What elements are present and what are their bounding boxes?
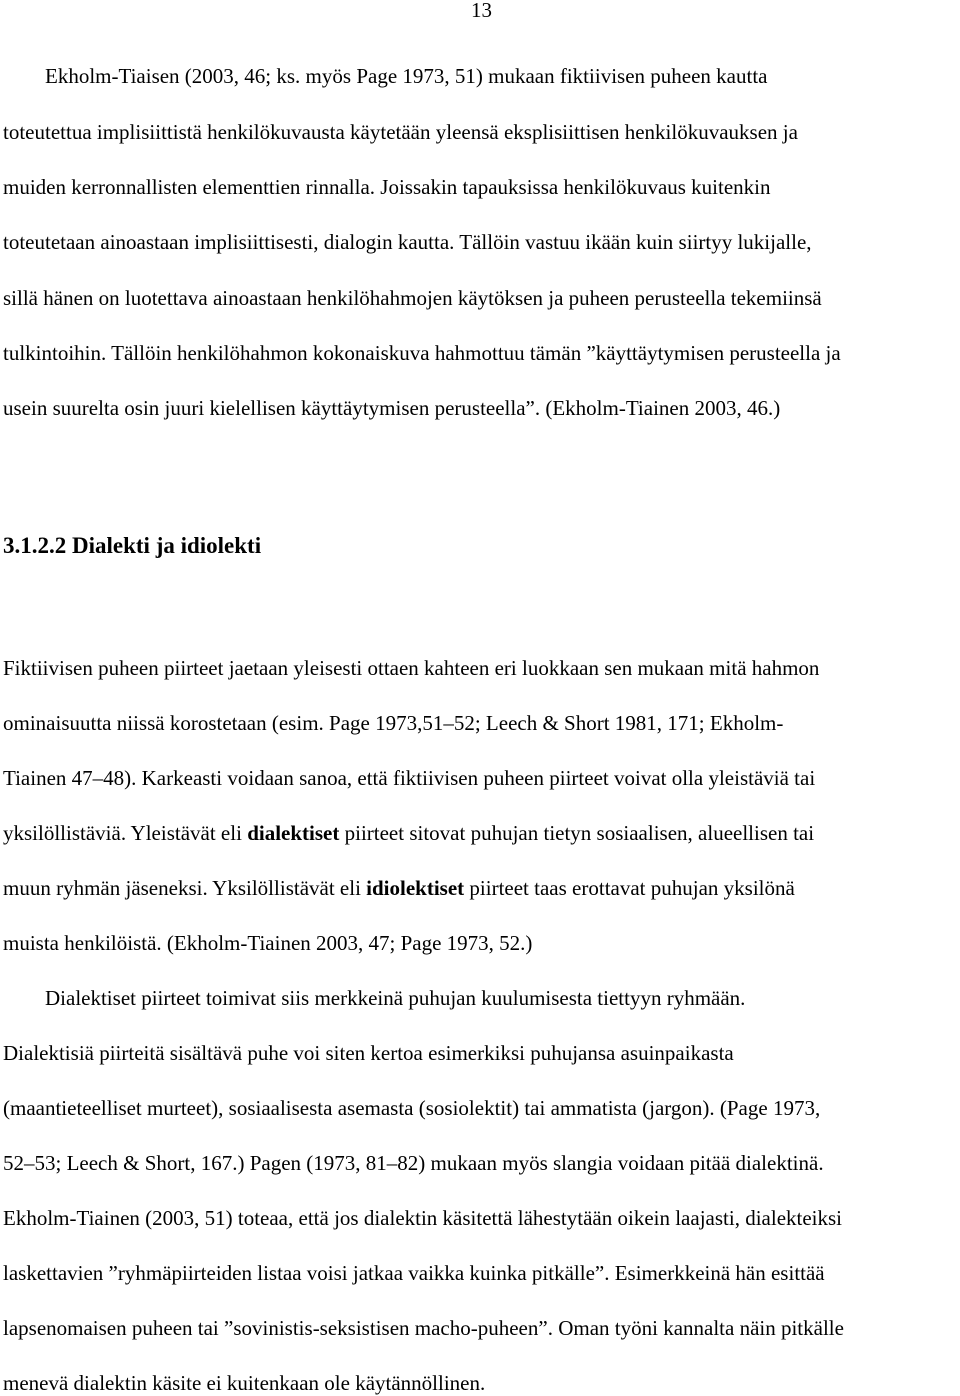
text-run: muun ryhmän jäseneksi. Yksilöllistävät eli bbox=[3, 876, 367, 900]
paragraph-line: laskettavien ”ryhmäpiirteiden listaa voisi jatkaa vaikka kuinka pitkälle”. Esimerkkeinä hän esittää bbox=[3, 1261, 825, 1285]
paragraph-line: muiden kerronnallisten elementtien rinnalla. Joissakin tapauksissa henkilökuvaus kuitenkin bbox=[3, 175, 771, 199]
paragraph-line: tulkintoihin. Tällöin henkilöhahmon kokonaiskuva hahmottuu tämän ”käyttäytymisen perusteella ja bbox=[3, 341, 841, 365]
paragraph-line: Dialektisiä piirteitä sisältävä puhe voi siten kertoa esimerkiksi puhujansa asuinpaikasta bbox=[3, 1041, 734, 1065]
paragraph-line: usein suurelta osin juuri kielellisen käyttäytymisen perusteella”. (Ekholm-Tiainen 2003, 46.) bbox=[3, 396, 781, 420]
paragraph-line: Dialektiset piirteet toimivat siis merkkeinä puhujan kuulumisesta tiettyyn ryhmään. bbox=[3, 986, 746, 1010]
paragraph-line: toteutettua implisiittistä henkilökuvausta käytetään yleensä eksplisiittisen henkilökuvauksen ja bbox=[3, 120, 798, 144]
paragraph-line: Fiktiivisen puheen piirteet jaetaan yleisesti ottaen kahteen eri luokkaan sen mukaan mitä hahmon bbox=[3, 656, 820, 680]
paragraph-line bbox=[3, 875, 795, 901]
paragraph-line: Tiainen 47–48). Karkeasti voidaan sanoa, että fiktiivisen puheen piirteet voivat olla yleistäviä tai bbox=[3, 766, 816, 790]
text-run: piirteet sitovat puhujan tietyn sosiaalisen, alueellisen tai bbox=[339, 821, 815, 845]
paragraph-line: sillä hänen on luotettava ainoastaan henkilöhahmojen käytöksen ja puheen perusteella tekemiinsä bbox=[3, 286, 822, 310]
paragraph-line: (maantieteelliset murteet), sosiaalisesta asemasta (sosiolektit) tai ammatista (jargon). (Page 1973, bbox=[3, 1096, 821, 1120]
term-dialektiset: dialektiset bbox=[247, 821, 340, 845]
text-run: yksilöllistäviä. Yleistävät eli bbox=[3, 821, 248, 845]
text-run: piirteet taas erottavat puhujan yksilönä bbox=[464, 876, 795, 900]
section-heading: 3.1.2.2 Dialekti ja idiolekti bbox=[3, 533, 262, 558]
paragraph-line: ominaisuutta niissä korostetaan (esim. Page 1973,51–52; Leech & Short 1981, 171; Ekholm- bbox=[3, 711, 784, 735]
term-idiolektiset: idiolektiset bbox=[366, 876, 465, 900]
paragraph-line: toteutetaan ainoastaan implisiittisesti, dialogin kautta. Tällöin vastuu ikään kuin siirtyy lukijalle, bbox=[3, 230, 812, 254]
paragraph-line: menevä dialektin käsite ei kuitenkaan ole käytännöllinen. bbox=[3, 1371, 486, 1395]
paragraph-line: Ekholm-Tiaisen (2003, 46; ks. myös Page 1973, 51) mukaan fiktiivisen puheen kautta bbox=[3, 64, 768, 88]
paragraph-line: 52–53; Leech & Short, 167.) Pagen (1973, 81–82) mukaan myös slangia voidaan pitää dialektinä. bbox=[3, 1151, 824, 1175]
page-number: 13 bbox=[471, 0, 492, 22]
paragraph-line bbox=[3, 820, 814, 846]
paragraph-line: lapsenomaisen puheen tai ”sovinistis-seksistisen macho-puheen”. Oman työni kannalta näin pitkälle bbox=[3, 1316, 844, 1340]
paragraph-line: Ekholm-Tiainen (2003, 51) toteaa, että jos dialektin käsitettä lähestytään oikein laajasti, dialekteiksi bbox=[3, 1206, 843, 1230]
paragraph-line: muista henkilöistä. (Ekholm-Tiainen 2003, 47; Page 1973, 52.) bbox=[3, 931, 533, 955]
